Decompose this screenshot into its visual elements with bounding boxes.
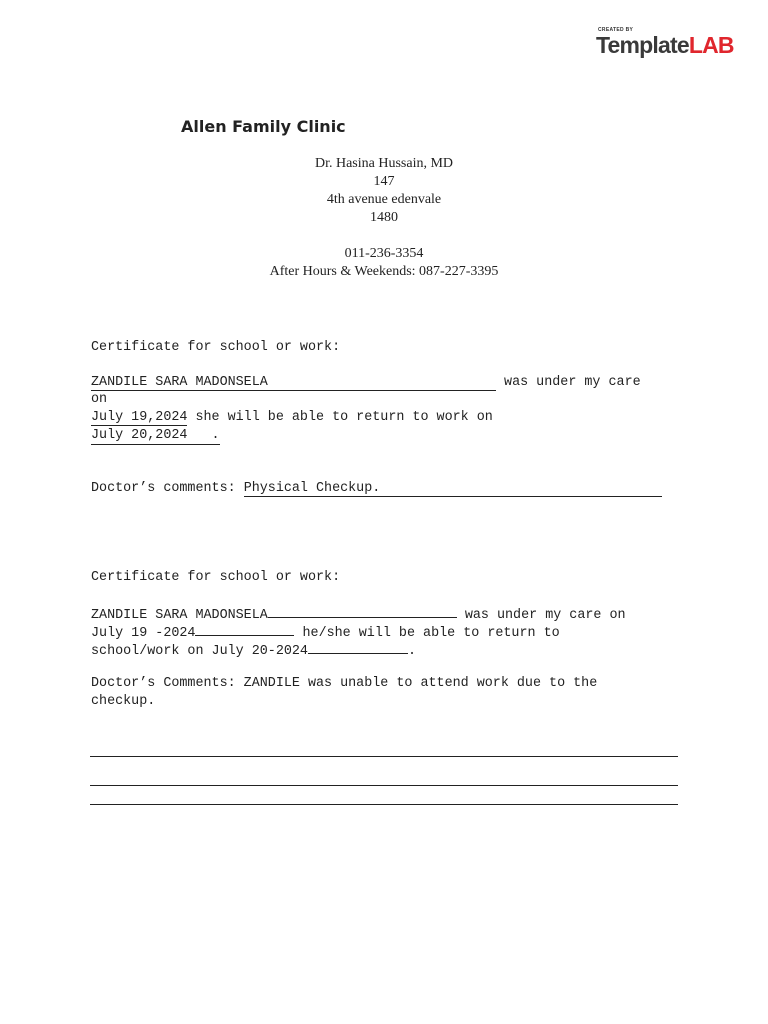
cert2-school-work: school/work on July 20-2024 <box>91 644 308 659</box>
cert1-date-to: July 20,2024 <box>91 428 188 443</box>
blank-line-1 <box>90 756 678 757</box>
cert2-return-text: he/she will be able to return to <box>294 626 560 641</box>
cert1-comments: Physical Checkup. <box>244 481 662 497</box>
cert2-date-from: July 19 -2024 <box>91 626 196 641</box>
cert1-date-from: July 19,2024 <box>91 410 188 425</box>
cert2-comments-line2: checkup. <box>91 694 156 709</box>
header-spacer <box>0 227 768 245</box>
cert1-date-to-line <box>91 427 220 445</box>
cert2-school-line <box>91 640 416 661</box>
templatelab-logo <box>596 27 746 59</box>
after-hours: After Hours & Weekends: 087-227-3395 <box>269 264 499 279</box>
cert2-date-from-blank <box>195 622 294 636</box>
doctor-header <box>0 155 768 281</box>
cert2-comments-line1: Doctor’s Comments: ZANDILE was unable to attend work due to the <box>91 676 598 691</box>
cert1-return-line <box>91 409 493 427</box>
logo-wordmark <box>596 32 734 58</box>
cert1-comments-line <box>91 480 662 498</box>
address-line2: 4th avenue edenvale <box>326 192 442 207</box>
cert1-date-to-wrap <box>91 428 220 445</box>
cert2-end-dot: . <box>407 644 417 659</box>
logo-part2: LAB <box>688 32 734 58</box>
blank-line-2 <box>90 785 678 786</box>
cert2-date-to-blank <box>308 640 408 654</box>
cert1-on: on <box>91 392 108 407</box>
cert1-patient: ZANDILE SARA MADONSELA <box>91 375 496 391</box>
cert1-date-to-tail: . <box>187 428 220 443</box>
doctor-name: Dr. Hasina Hussain, MD <box>314 156 454 171</box>
logo-created-by: CREATED BY <box>598 27 634 33</box>
clinic-name: Allen Family Clinic <box>181 117 346 136</box>
logo-part1: Template <box>596 32 689 58</box>
phone: 011-236-3354 <box>344 246 424 261</box>
address-line1: 147 <box>373 174 395 189</box>
cert2-care-text: was under my care on <box>456 608 626 623</box>
cert1-comments-label: Doctor’s comments: <box>91 481 244 496</box>
cert2-heading: Certificate for school or work: <box>91 570 341 585</box>
cert2-patient: ZANDILE SARA MADONSELA <box>91 608 268 623</box>
cert2-patient-blank <box>268 604 457 618</box>
cert1-return-text: she will be able to return to work on <box>187 410 493 425</box>
blank-line-3 <box>90 804 678 805</box>
cert1-patient-line <box>91 374 641 392</box>
cert1-heading: Certificate for school or work: <box>91 340 341 355</box>
cert1-care-text: was under my care <box>496 375 641 390</box>
address-line3: 1480 <box>370 210 398 225</box>
